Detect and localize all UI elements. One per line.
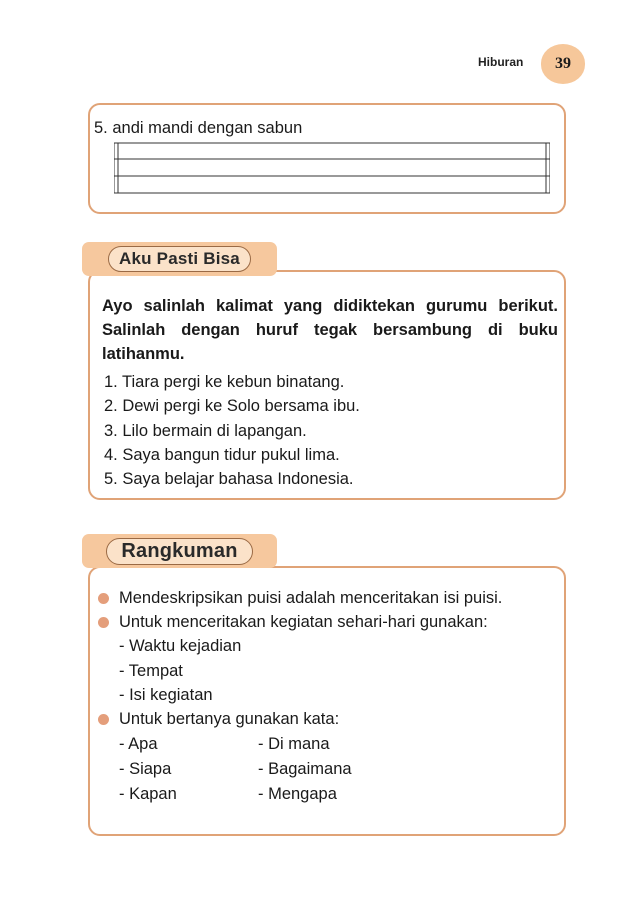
- section-label: Hiburan: [478, 55, 524, 69]
- list-item: 3. Lilo bermain di lapangan.: [104, 422, 307, 440]
- list-item: 1. Tiara pergi ke kebun binatang.: [104, 373, 345, 391]
- question-word: - Mengapa: [258, 785, 337, 803]
- list-item: 4. Saya bangun tidur pukul lima.: [104, 446, 340, 464]
- bullet-dot-icon: [98, 714, 109, 725]
- rangkuman-tab: [82, 534, 277, 568]
- summary-point: Untuk menceritakan kegiatan sehari-hari gunakan:: [119, 613, 488, 631]
- question-word: - Di mana: [258, 735, 330, 753]
- exercise-item: 5. andi mandi dengan sabun: [94, 119, 303, 137]
- summary-point: Untuk bertanya gunakan kata:: [119, 710, 340, 728]
- writing-lines: [114, 142, 550, 194]
- summary-subitem: - Tempat: [119, 662, 183, 680]
- summary-point: Mendeskripsikan puisi adalah menceritakan isi puisi.: [119, 589, 503, 607]
- list-item: 2. Dewi pergi ke Solo bersama ibu.: [104, 397, 360, 415]
- rangkuman-title: Rangkuman: [106, 538, 252, 565]
- summary-subitem: - Waktu kejadian: [119, 637, 242, 655]
- aku-pasti-bisa-tab: [82, 242, 277, 276]
- question-word: - Kapan: [119, 785, 177, 803]
- question-word: - Apa: [119, 735, 158, 753]
- bullet-dot-icon: [98, 617, 109, 628]
- instruction-text: Ayo salinlah kalimat yang didiktekan gurumu berikut. Salinlah dengan huruf tegak bersambung di buku latihanmu.: [102, 297, 558, 363]
- page-number-badge: 39: [541, 44, 585, 84]
- summary-subitem: - Isi kegiatan: [119, 686, 213, 704]
- bullet-dot-icon: [98, 593, 109, 604]
- question-word: - Siapa: [119, 760, 172, 778]
- aku-pasti-bisa-title: Aku Pasti Bisa: [108, 246, 251, 272]
- list-item: 5. Saya belajar bahasa Indonesia.: [104, 470, 354, 488]
- question-word: - Bagaimana: [258, 760, 352, 778]
